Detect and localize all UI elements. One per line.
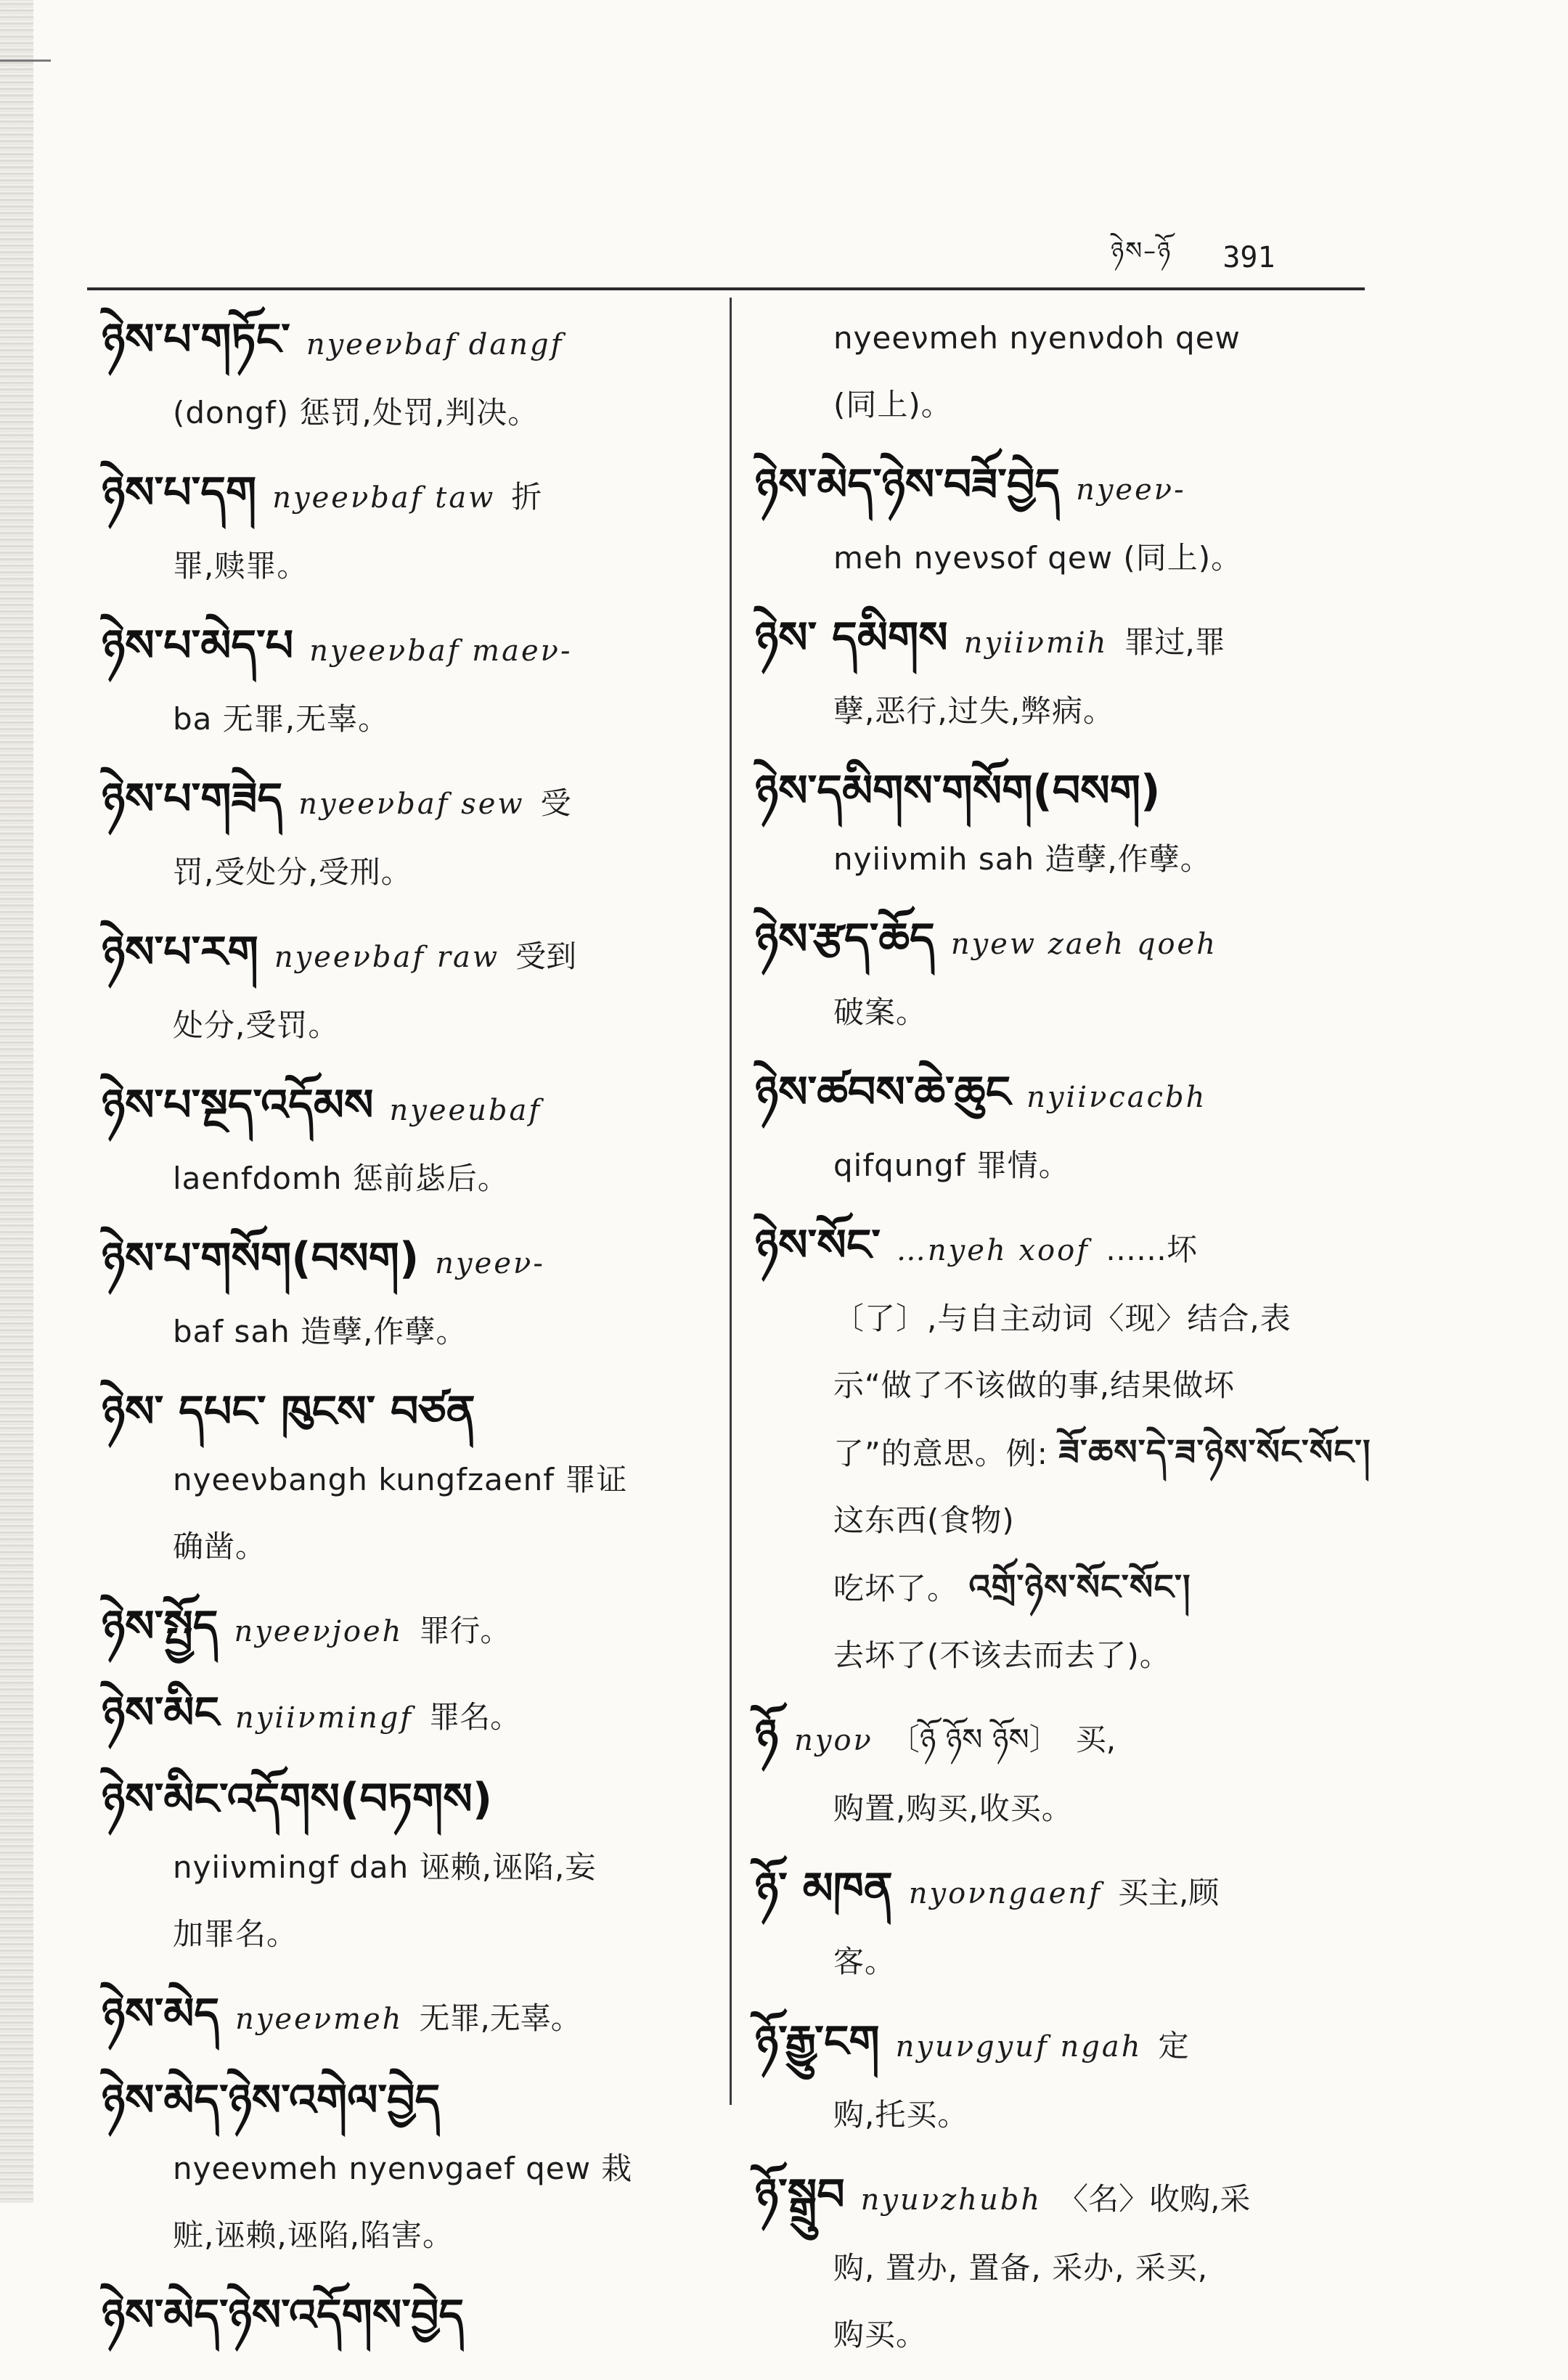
right-column <box>755 305 1372 2380</box>
definition-text: (dongf) 惩罚,处罚,判决。 <box>173 395 539 430</box>
definition-text: ba 无罪,无辜。 <box>173 701 390 737</box>
definition-text: nyeeνbangh kungfzaenf 罪证 <box>173 1462 628 1497</box>
dictionary-entry <box>102 1979 704 2054</box>
definition-text: nyeeνmeh nyenνdoh qew <box>833 320 1241 356</box>
romanization: nyeeνjoeh <box>234 1615 404 1648</box>
dictionary-entry <box>755 1854 1372 1995</box>
definition-text: 去坏了(不该去而去了)。 <box>833 1637 1171 1673</box>
definition-text: 购置,购买,收买。 <box>833 1791 1073 1826</box>
tibetan-headword: ཉེས་སོང་ <box>755 1220 881 1271</box>
tibetan-headword: ཉེས་པ་དག <box>102 467 257 518</box>
tibetan-headword: ཉེས་མེད་ཉེས་འདོགས་བྱེད <box>102 2290 465 2341</box>
romanization: nyiiνcacbh <box>1026 1081 1207 1114</box>
dictionary-entry-continued <box>755 305 1372 438</box>
tibetan-example: ཟོ་ཆས་དེ་ཟ་ཉེས་སོང་སོང་། <box>1058 1432 1371 1473</box>
dictionary-entry <box>102 458 704 600</box>
definition-text: 加罪名。 <box>173 1916 298 1952</box>
dictionary-entry <box>755 1211 1372 1689</box>
romanization: nyeeνbaf sew <box>298 788 525 821</box>
definition-text: 购,托买。 <box>833 2097 969 2132</box>
tibetan-headword: ཉེས་མེད་ཉེས་འགེལ་བྱེད <box>102 2075 441 2126</box>
tibetan-headword: ཉེས་ དཔང་ ཁུངས་ བཙན <box>102 1386 475 1437</box>
dictionary-entry <box>755 603 1372 745</box>
dictionary-entry <box>755 1058 1372 1199</box>
definition-text: nyiiνmih sah 造孽,作孽。 <box>833 841 1212 877</box>
example-line <box>755 1419 1372 1487</box>
definition-text: 罚,受处分,受刑。 <box>173 854 412 890</box>
dictionary-entry <box>102 1377 704 1580</box>
definition-text: 破案。 <box>833 994 928 1030</box>
dictionary-entry <box>755 2007 1372 2148</box>
dictionary-entry <box>102 1224 704 1365</box>
romanization: nyoν <box>794 1724 873 1757</box>
left-column <box>102 305 704 2362</box>
definition-text: 〔了〕,与自主动词〈现〉结合,表 <box>833 1301 1291 1336</box>
definition-text: nyeeνmeh nyenνgaef qew 栽 <box>173 2151 633 2186</box>
dictionary-entry <box>102 1678 704 1753</box>
dictionary-entry <box>102 305 704 446</box>
definition-text: 吃坏了。 <box>833 1571 959 1606</box>
definition-text: 孽,恶行,过失,弊病。 <box>833 693 1115 729</box>
definition-text: qifqungf 罪情。 <box>833 1148 1070 1183</box>
definition-text: 罪名。 <box>429 1699 521 1735</box>
romanization: nyeeubaf <box>389 1094 542 1127</box>
page-edge-mark <box>0 60 51 62</box>
romanization: nyoνngaenf <box>908 1877 1102 1910</box>
definition-text: 了”的意思。例: <box>833 1436 1059 1471</box>
tibetan-headword: ཉེས་མིང་འདོགས(བཏགས) <box>102 1774 493 1825</box>
romanization: nyeeνmeh <box>235 2003 404 2036</box>
romanization: nyeeν- <box>1076 473 1186 507</box>
definition-text: (同上)。 <box>833 387 952 422</box>
inflection-forms: 〔ཉོ ཉོས ཉོས〕 <box>889 1722 1060 1757</box>
romanization: nyeeν- <box>435 1247 545 1280</box>
definition-text: 赃,诬赖,诬陷,陷害。 <box>173 2217 454 2253</box>
definition-text: 无罪,无辜。 <box>419 2000 581 2036</box>
definition-text: meh nyeνsof qew (同上)。 <box>833 540 1243 576</box>
definition-text: laenfdomh 惩前毖后。 <box>173 1161 509 1196</box>
tibetan-example: འགྲོ་ཉེས་སོང་སོང་། <box>968 1567 1191 1608</box>
romanization: nyuνgyuf ngah <box>895 2030 1143 2064</box>
tibetan-headword: ཉེས་རྩད་ཆོད <box>755 914 935 965</box>
definition-text: 受到 <box>515 938 577 974</box>
dictionary-entry <box>102 611 704 753</box>
romanization: nyuνzhubh <box>860 2183 1042 2217</box>
definition-text: 定 <box>1158 2028 1189 2064</box>
definition-text: 〈名〉收购,采 <box>1058 2181 1251 2217</box>
column-divider <box>730 298 732 2105</box>
definition-text: 购, 置办, 置备, 采办, 采买, <box>833 2250 1209 2286</box>
definition-text: 处分,受罚。 <box>173 1007 340 1043</box>
dictionary-entry <box>102 1764 704 1968</box>
page-binding-edge <box>0 0 33 2203</box>
tibetan-headword: ཉེས་པ་གཏོང་ <box>102 314 290 365</box>
definition-text: 这东西(食物) <box>833 1502 1015 1538</box>
definition-text: 买, <box>1075 1722 1116 1757</box>
definition-text: 购买。 <box>833 2317 928 2352</box>
page-number: 391 <box>1222 241 1275 274</box>
tibetan-headword: ཉེས་ཚབས་ཆེ་ཆུང <box>755 1067 1011 1118</box>
tibetan-headword: ཉེས་སྤྱོད <box>102 1601 219 1652</box>
running-header <box>1111 236 1275 279</box>
dictionary-entry <box>102 764 704 906</box>
definition-text: 确凿。 <box>173 1529 267 1564</box>
definition-text: 买主,顾 <box>1117 1875 1220 1910</box>
romanization: …nyeh xoof <box>896 1234 1090 1267</box>
tibetan-headword: ཉོ <box>755 1710 779 1761</box>
dictionary-entry <box>755 904 1372 1046</box>
tibetan-headword: ཉོ་རྒྱུ་ངག <box>755 2016 880 2067</box>
dictionary-entry <box>755 2160 1372 2368</box>
tibetan-headword: ཉེས་ དམིགས <box>755 613 948 663</box>
tibetan-headword: ཉོ་ མཁན <box>755 1863 893 1914</box>
definition-text: ……坏 <box>1105 1232 1197 1267</box>
tibetan-headword: ཉེས་མེད <box>102 1989 220 2040</box>
romanization: nyeeνbaf dangf <box>306 328 564 361</box>
romanization: nyew zaeh qoeh <box>950 928 1217 961</box>
definition-text: 罪行。 <box>419 1613 511 1648</box>
tibetan-headword: ཉེས་པ་གསོག(བསག) <box>102 1233 420 1284</box>
definition-text: 罪过,罪 <box>1124 624 1225 660</box>
definition-text: 罪,赎罪。 <box>173 548 309 584</box>
definition-text: nyiiνmingf dah 诬赖,诬陷,妄 <box>173 1849 597 1885</box>
example-line <box>755 1554 1372 1622</box>
romanization: nyiiνmih <box>963 626 1108 660</box>
header-rule <box>87 287 1365 290</box>
romanization: nyeeνbaf raw <box>274 941 500 974</box>
dictionary-entry <box>755 1701 1372 1842</box>
tibetan-headword: ཉེས་མིང <box>102 1688 219 1738</box>
tibetan-headword: ཉེས་པ་རག <box>102 927 258 978</box>
tibetan-headword: ཉེས་པ་གཟེད <box>102 774 283 825</box>
definition-text: 折 <box>511 479 542 515</box>
tibetan-headword: ཉེས་དམིགས་གསོག(བསག) <box>755 766 1161 817</box>
definition-text: 受 <box>540 785 571 821</box>
dictionary-entry <box>102 1071 704 1212</box>
dictionary-entry <box>102 917 704 1059</box>
dictionary-entry <box>102 2066 704 2269</box>
tibetan-headword: ཉེས་པ་མེད་པ <box>102 621 294 671</box>
tibetan-headword: ཉེས་མེད་ཉེས་བཟོ་བྱེད <box>755 459 1061 510</box>
romanization: nyeeνbaf maeν- <box>309 634 573 668</box>
definition-text: 示“做了不该做的事,结果做坏 <box>833 1367 1236 1403</box>
tibetan-headword: ཉེས་པ་སྔད་འདོམས <box>102 1080 374 1131</box>
dictionary-entry <box>755 756 1372 893</box>
definition-text: baf sah 造孽,作孽。 <box>173 1314 467 1349</box>
romanization: nyeeνbaf taw <box>272 481 496 515</box>
dictionary-entry <box>102 1592 704 1667</box>
definition-text: 客。 <box>833 1944 897 1979</box>
dictionary-entry <box>102 2281 704 2350</box>
header-entry-range: ཉེས–ཉོ <box>1111 237 1172 266</box>
dictionary-entry <box>755 450 1372 592</box>
tibetan-headword: ཉོ་སྒྲུབ <box>755 2170 845 2220</box>
romanization: nyiiνmingf <box>234 1701 414 1735</box>
